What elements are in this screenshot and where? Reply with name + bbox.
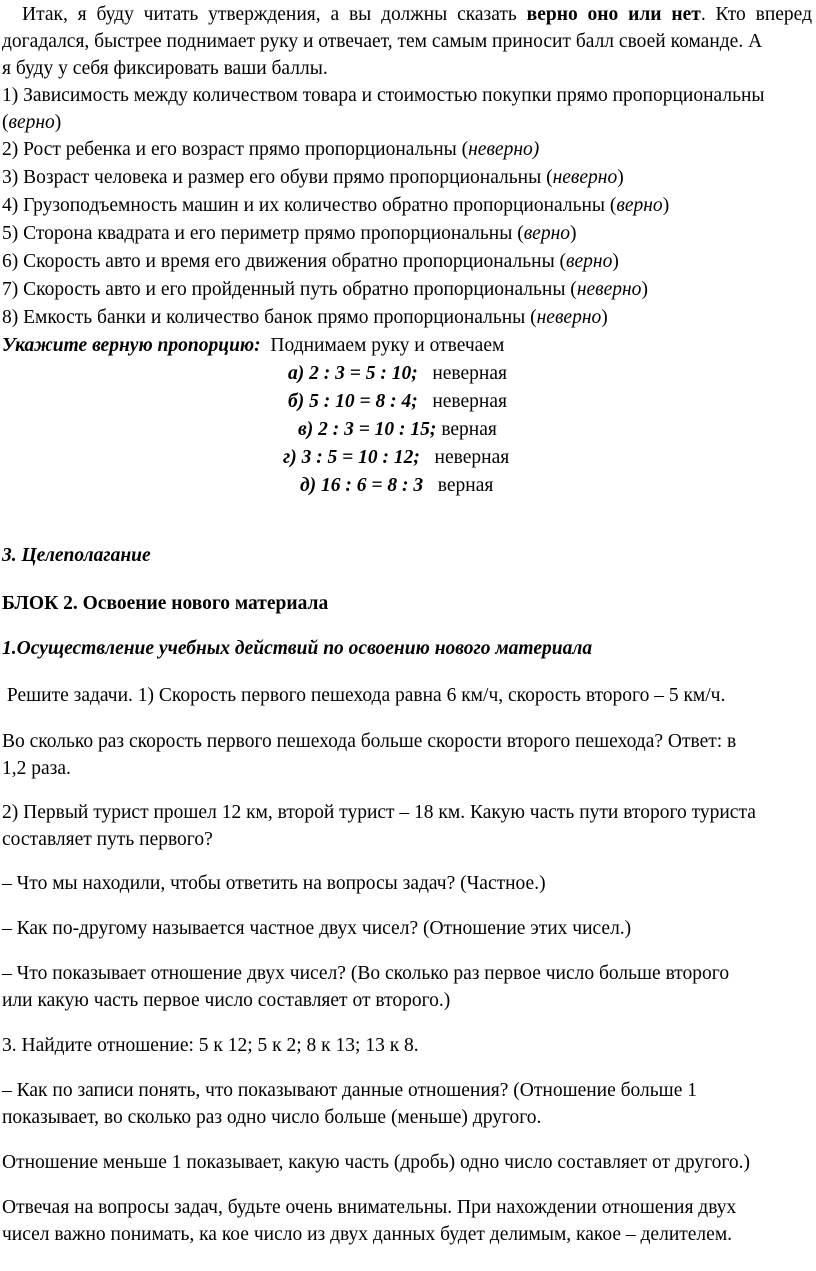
intro-line-2: догадался, быстрее поднимает руку и отвечает, тем самым приносит балл своей команде. А xyxy=(2,31,763,52)
task-line xyxy=(2,333,504,359)
statement-5: 5) Сторона квадрата и его периметр прямо пропорциональны (верно) xyxy=(2,223,577,244)
heading-section: 1.Осуществление учебных действий по освоению нового материала xyxy=(2,638,593,659)
paragraph-9: Отношение меньше 1 показывает, какую часть (дробь) одно число составляет от другого.) xyxy=(2,1152,751,1173)
paragraph-2-line-1: Во сколько раз скорость первого пешехода больше скорости второго пешехода? Ответ: в xyxy=(2,731,737,752)
task-note: Поднимаем руку и отвечаем xyxy=(260,335,505,356)
paragraph-task-1: Решите задачи. 1) Скорость первого пешехода равна 6 км/ч, скорость второго – 5 км/ч. xyxy=(2,685,726,706)
paragraph-10-line-1: Отвечая на вопросы задач, будьте очень внимательны. При нахождении отношения двух xyxy=(2,1197,737,1218)
paragraph-7: 3. Найдите отношение: 5 к 12; 5 к 2; 8 к 13; 13 к 8. xyxy=(2,1035,419,1056)
statement-6: 6) Скорость авто и время его движения обратно пропорциональны (верно) xyxy=(2,251,619,272)
paragraph-8-line-2: показывает, во сколько раз одно число больше (меньше) другого. xyxy=(2,1107,542,1128)
proportion-b: б) 5 : 10 = 8 : 4; неверная xyxy=(288,391,507,412)
statement-2: 2) Рост ребенка и его возраст прямо пропорциональны (неверно) xyxy=(2,139,540,160)
paragraph-5: – Как по-другому называется частное двух чисел? (Отношение этих чисел.) xyxy=(2,918,632,939)
proportion-e: д) 16 : 6 = 8 : 3 верная xyxy=(300,475,494,496)
paragraph-6-line-1: – Что показывает отношение двух чисел? (Во сколько раз первое число больше второго xyxy=(2,963,730,984)
intro-line-3: я буду у себя фиксировать ваши баллы. xyxy=(2,58,328,79)
statement-1-answer: (верно) xyxy=(2,112,62,133)
paragraph-3-line-2: составляет путь первого? xyxy=(2,829,213,850)
heading-block: БЛОК 2. Освоение нового материала xyxy=(2,593,329,614)
paragraph-4: – Что мы находили, чтобы ответить на вопросы задач? (Частное.) xyxy=(2,873,546,894)
statement-8: 8) Емкость банки и количество банок прямо пропорциональны (неверно) xyxy=(2,307,608,328)
paragraph-2-line-2: 1,2 раза. xyxy=(2,758,71,779)
statement-4: 4) Грузоподъемность машин и их количество обратно пропорциональны (верно) xyxy=(2,195,670,216)
statement-1: 1) Зависимость между количеством товара и стоимостью покупки прямо пропорциональны xyxy=(2,85,765,106)
intro-emphasis: верно оно или нет xyxy=(526,4,701,25)
proportion-c: в) 2 : 3 = 10 : 15; верная xyxy=(298,419,497,440)
paragraph-8-line-1: – Как по записи понять, что показывают данные отношения? (Отношение больше 1 xyxy=(2,1080,697,1101)
heading-goal: 3. Целеполагание xyxy=(2,545,151,566)
intro-text-end: . Кто вперед xyxy=(700,4,812,25)
intro-line-1 xyxy=(0,2,812,28)
task-label: Укажите верную пропорцию: xyxy=(2,335,261,356)
proportion-d: г) 3 : 5 = 10 : 12; неверная xyxy=(283,447,510,468)
statement-7: 7) Скорость авто и его пройденный путь обратно пропорциональны (неверно) xyxy=(2,279,648,300)
paragraph-6-line-2: или какую часть первое число составляет от второго.) xyxy=(2,990,451,1011)
proportion-a: а) 2 : 3 = 5 : 10; неверная xyxy=(288,363,507,384)
statement-3: 3) Возраст человека и размер его обуви прямо пропорциональны (неверно) xyxy=(2,167,624,188)
paragraph-10-line-2: чисел важно понимать, ка кое число из двух данных будет делимым, какое – делителем. xyxy=(2,1224,733,1245)
intro-text: Итак, я буду читать утверждения, а вы должны сказать xyxy=(22,4,527,25)
paragraph-3-line-1: 2) Первый турист прошел 12 км, второй турист – 18 км. Какую часть пути второго туриста xyxy=(2,802,756,823)
